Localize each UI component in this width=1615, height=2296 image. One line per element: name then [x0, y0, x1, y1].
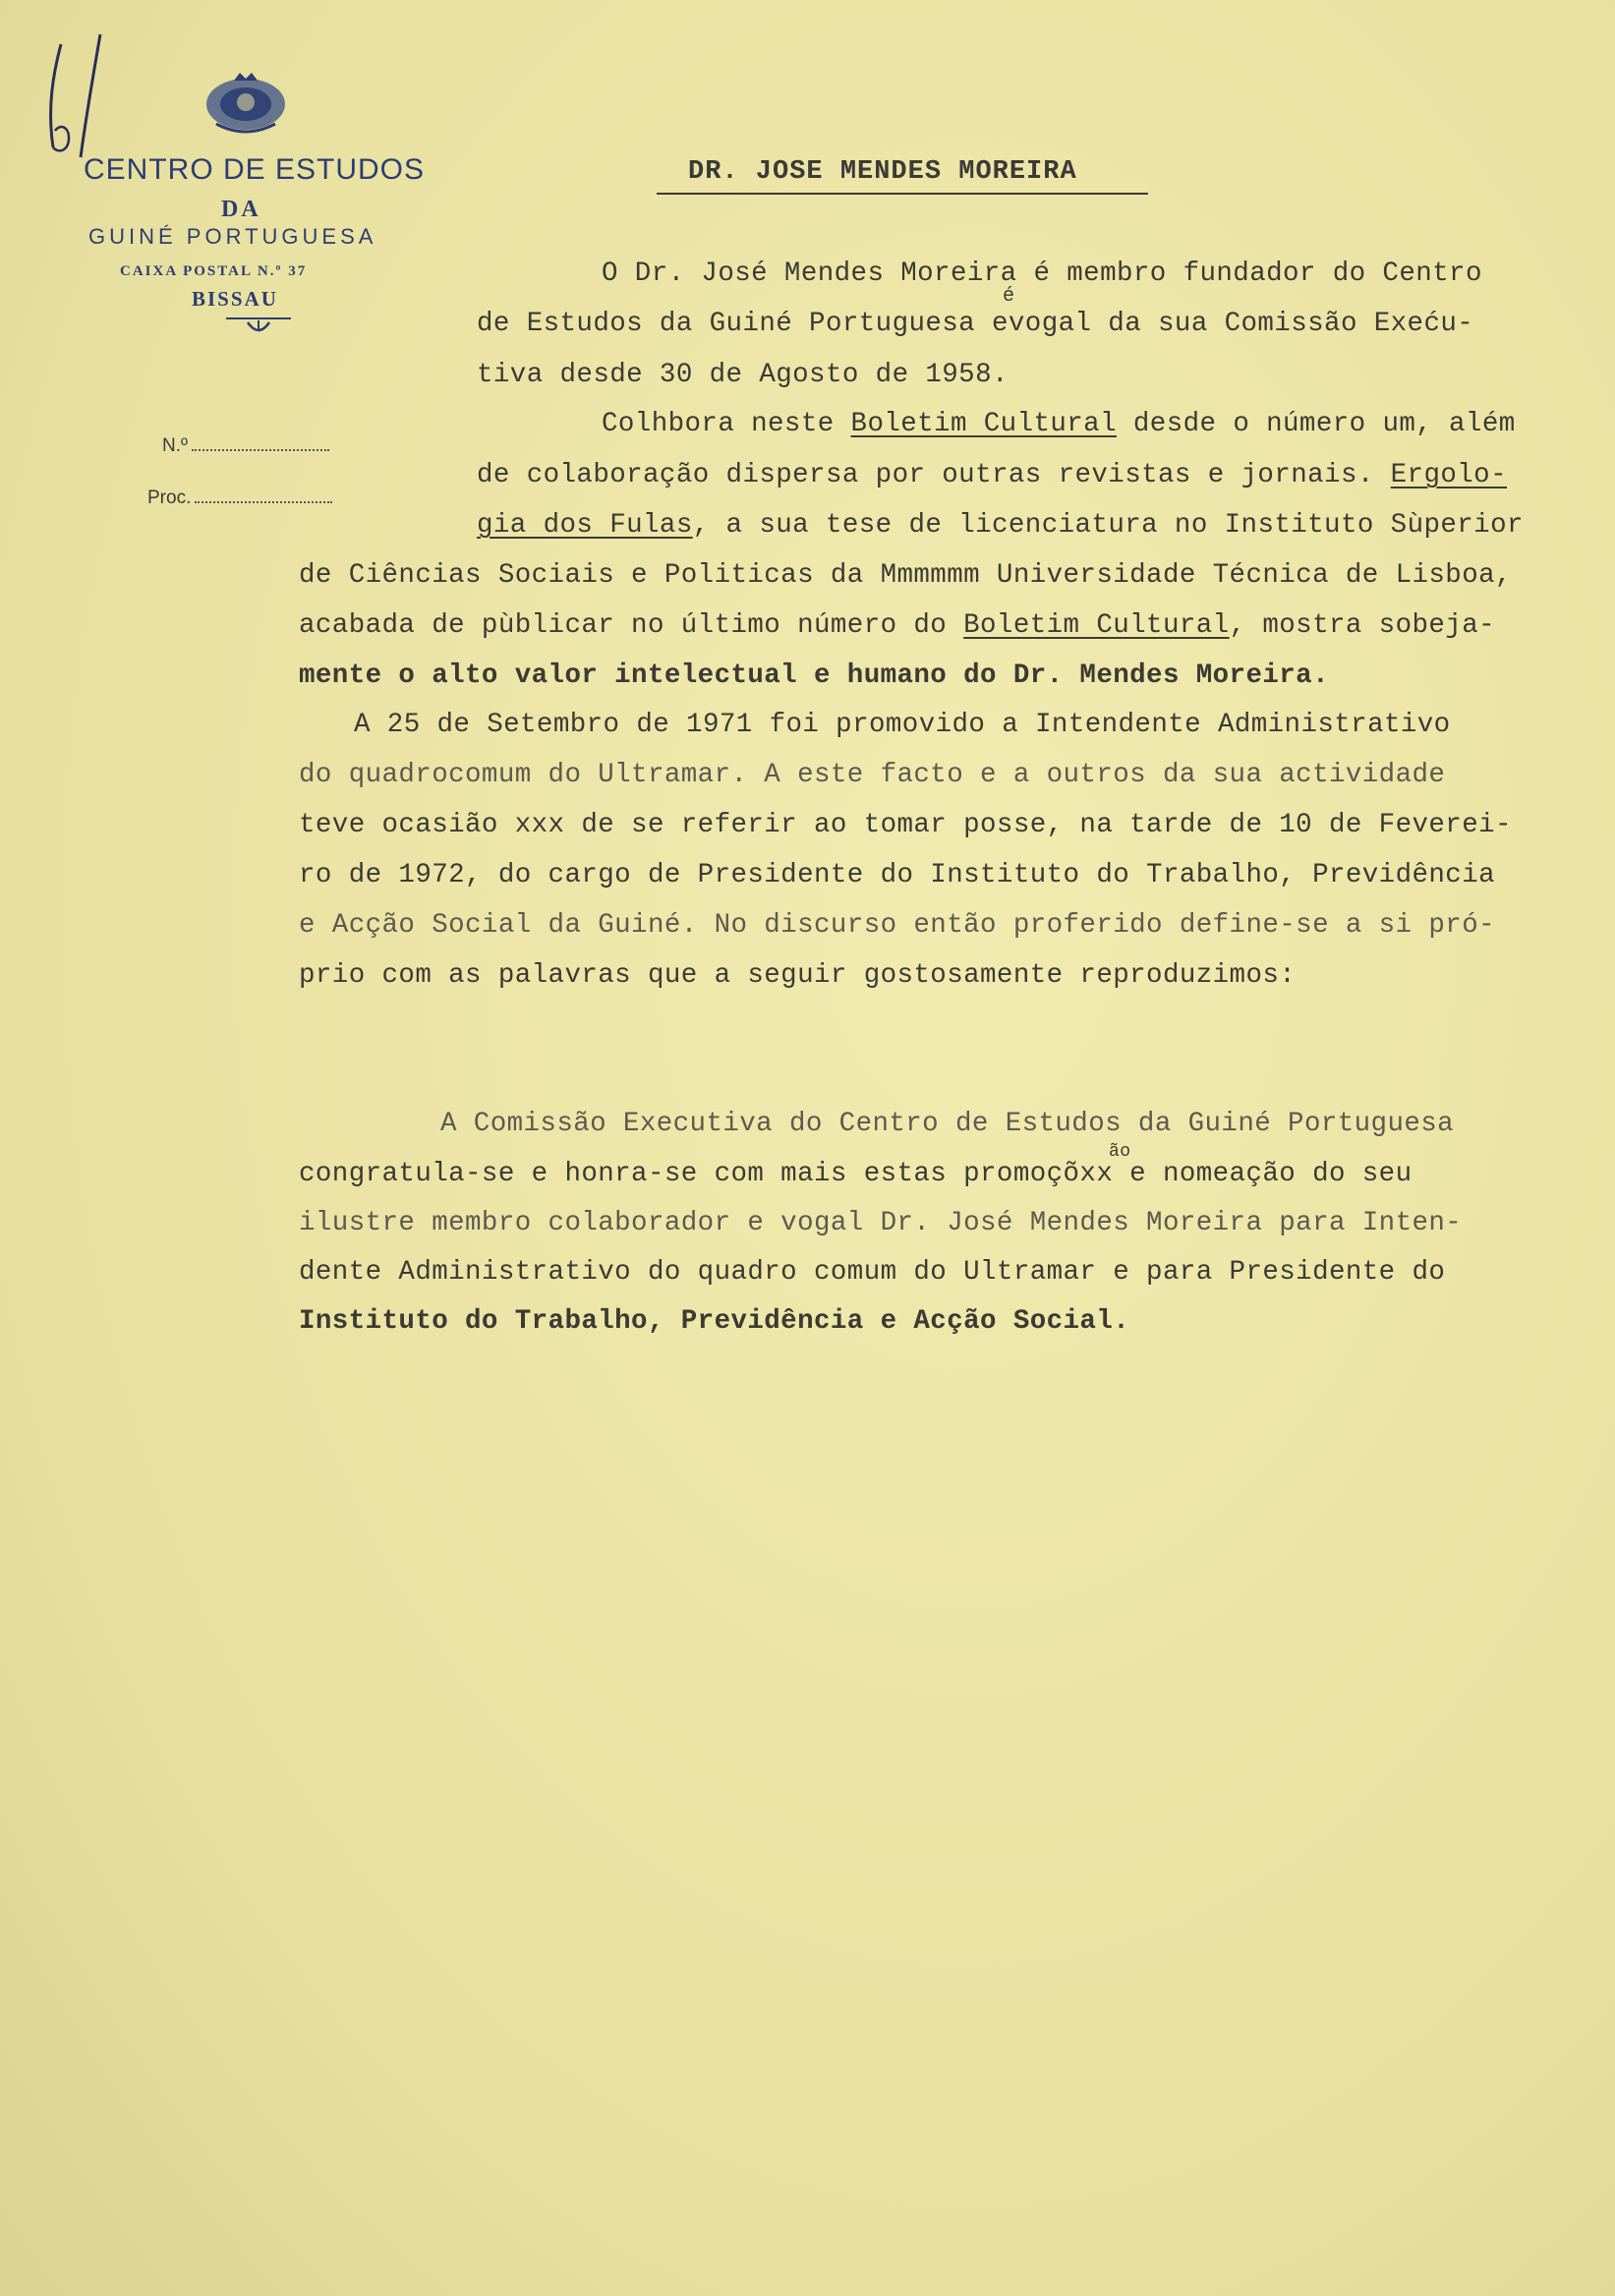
p3-line1: A 25 de Setembro de 1971 foi promovido a Intendente Administrativo [354, 710, 1451, 740]
title-underline [657, 193, 1148, 195]
reference-process-field [147, 488, 332, 509]
p4-line3: ilustre membro colaborador e vogal Dr. José Mendes Moreira para Inten- [299, 1208, 1463, 1238]
p3-line6: prio com as palavras que a seguir gostosamente reproduzimos: [299, 960, 1297, 991]
p4-line1: A Comissão Executiva do Centro de Estudos da Guiné Portuguesa [440, 1109, 1455, 1139]
p4-correction: ão [1109, 1142, 1131, 1162]
p1-inserted-accent: é [1003, 285, 1015, 308]
p3-line4: ro de 1972, do cargo de Presidente do Instituto do Trabalho, Previdência [299, 860, 1495, 890]
reference-number-field [162, 435, 329, 457]
thesis-title: gia dos Fulas [477, 510, 693, 541]
p2-line1: Colhbora neste Boletim Cultural desde o número um, além [602, 409, 1516, 439]
city-name: BISSAU [192, 287, 278, 311]
reference-number-label: N.º [162, 435, 188, 456]
p4-line5: Instituto do Trabalho, Previdência e Acção Social. [299, 1306, 1130, 1337]
p3-line3: teve ocasião xxx de se referir ao tomar posse, na tarde de 10 de Feverei- [299, 810, 1512, 840]
postal-box: CAIXA POSTAL N.º 37 [120, 263, 308, 279]
p1-line1: O Dr. José Mendes Moreira é membro fundador do Centro [602, 258, 1482, 289]
org-name-line3: GUINÉ PORTUGUESA [88, 224, 377, 249]
reference-process-label: Proc. [147, 488, 192, 508]
boletim-cultural-ref: Boletim Cultural [850, 409, 1117, 439]
org-name-line2: DA [221, 197, 261, 222]
coat-of-arms-emblem [197, 69, 295, 138]
p2-line3: gia dos Fulas, a sua tese de licenciatura no Instituto Sùperior [477, 510, 1524, 541]
p3-line2: do quadrocomum do Ultramar. A este facto e a outros da sua actividade [299, 760, 1446, 790]
p3-line5: e Acção Social da Guiné. No discurso então proferido define-se a si pró- [299, 910, 1495, 941]
p2-line2: de colaboração dispersa por outras revistas e jornais. Ergolo- [477, 460, 1507, 490]
p4-line4: dente Administrativo do quadro comum do Ultramar e para Presidente do [299, 1257, 1446, 1288]
document-title: DR. JOSE MENDES MOREIRA [688, 157, 1077, 187]
p2-line5: acabada de pùblicar no último número do Boletim Cultural, mostra sobeja- [299, 610, 1496, 641]
handwritten-page-mark [39, 25, 128, 172]
org-name-line1: CENTRO DE ESTUDOS [84, 153, 426, 186]
p4-line2: congratula-se e honra-se com mais estas promoçõxx e nomeação do seu [299, 1159, 1413, 1189]
p2-line6: mente o alto valor intelectual e humano do Dr. Mendes Moreira. [299, 660, 1329, 691]
p1-line2: de Estudos da Guiné Portuguesa evogal da sua Comissão Exeću- [477, 309, 1474, 339]
ornament-icon [224, 313, 293, 338]
p1-line3: tiva desde 30 de Agosto de 1958. [477, 360, 1009, 390]
p2-line4: de Ciências Sociais e Politicas da Mmmmmm Universidade Técnica de Lisboa, [299, 560, 1512, 591]
